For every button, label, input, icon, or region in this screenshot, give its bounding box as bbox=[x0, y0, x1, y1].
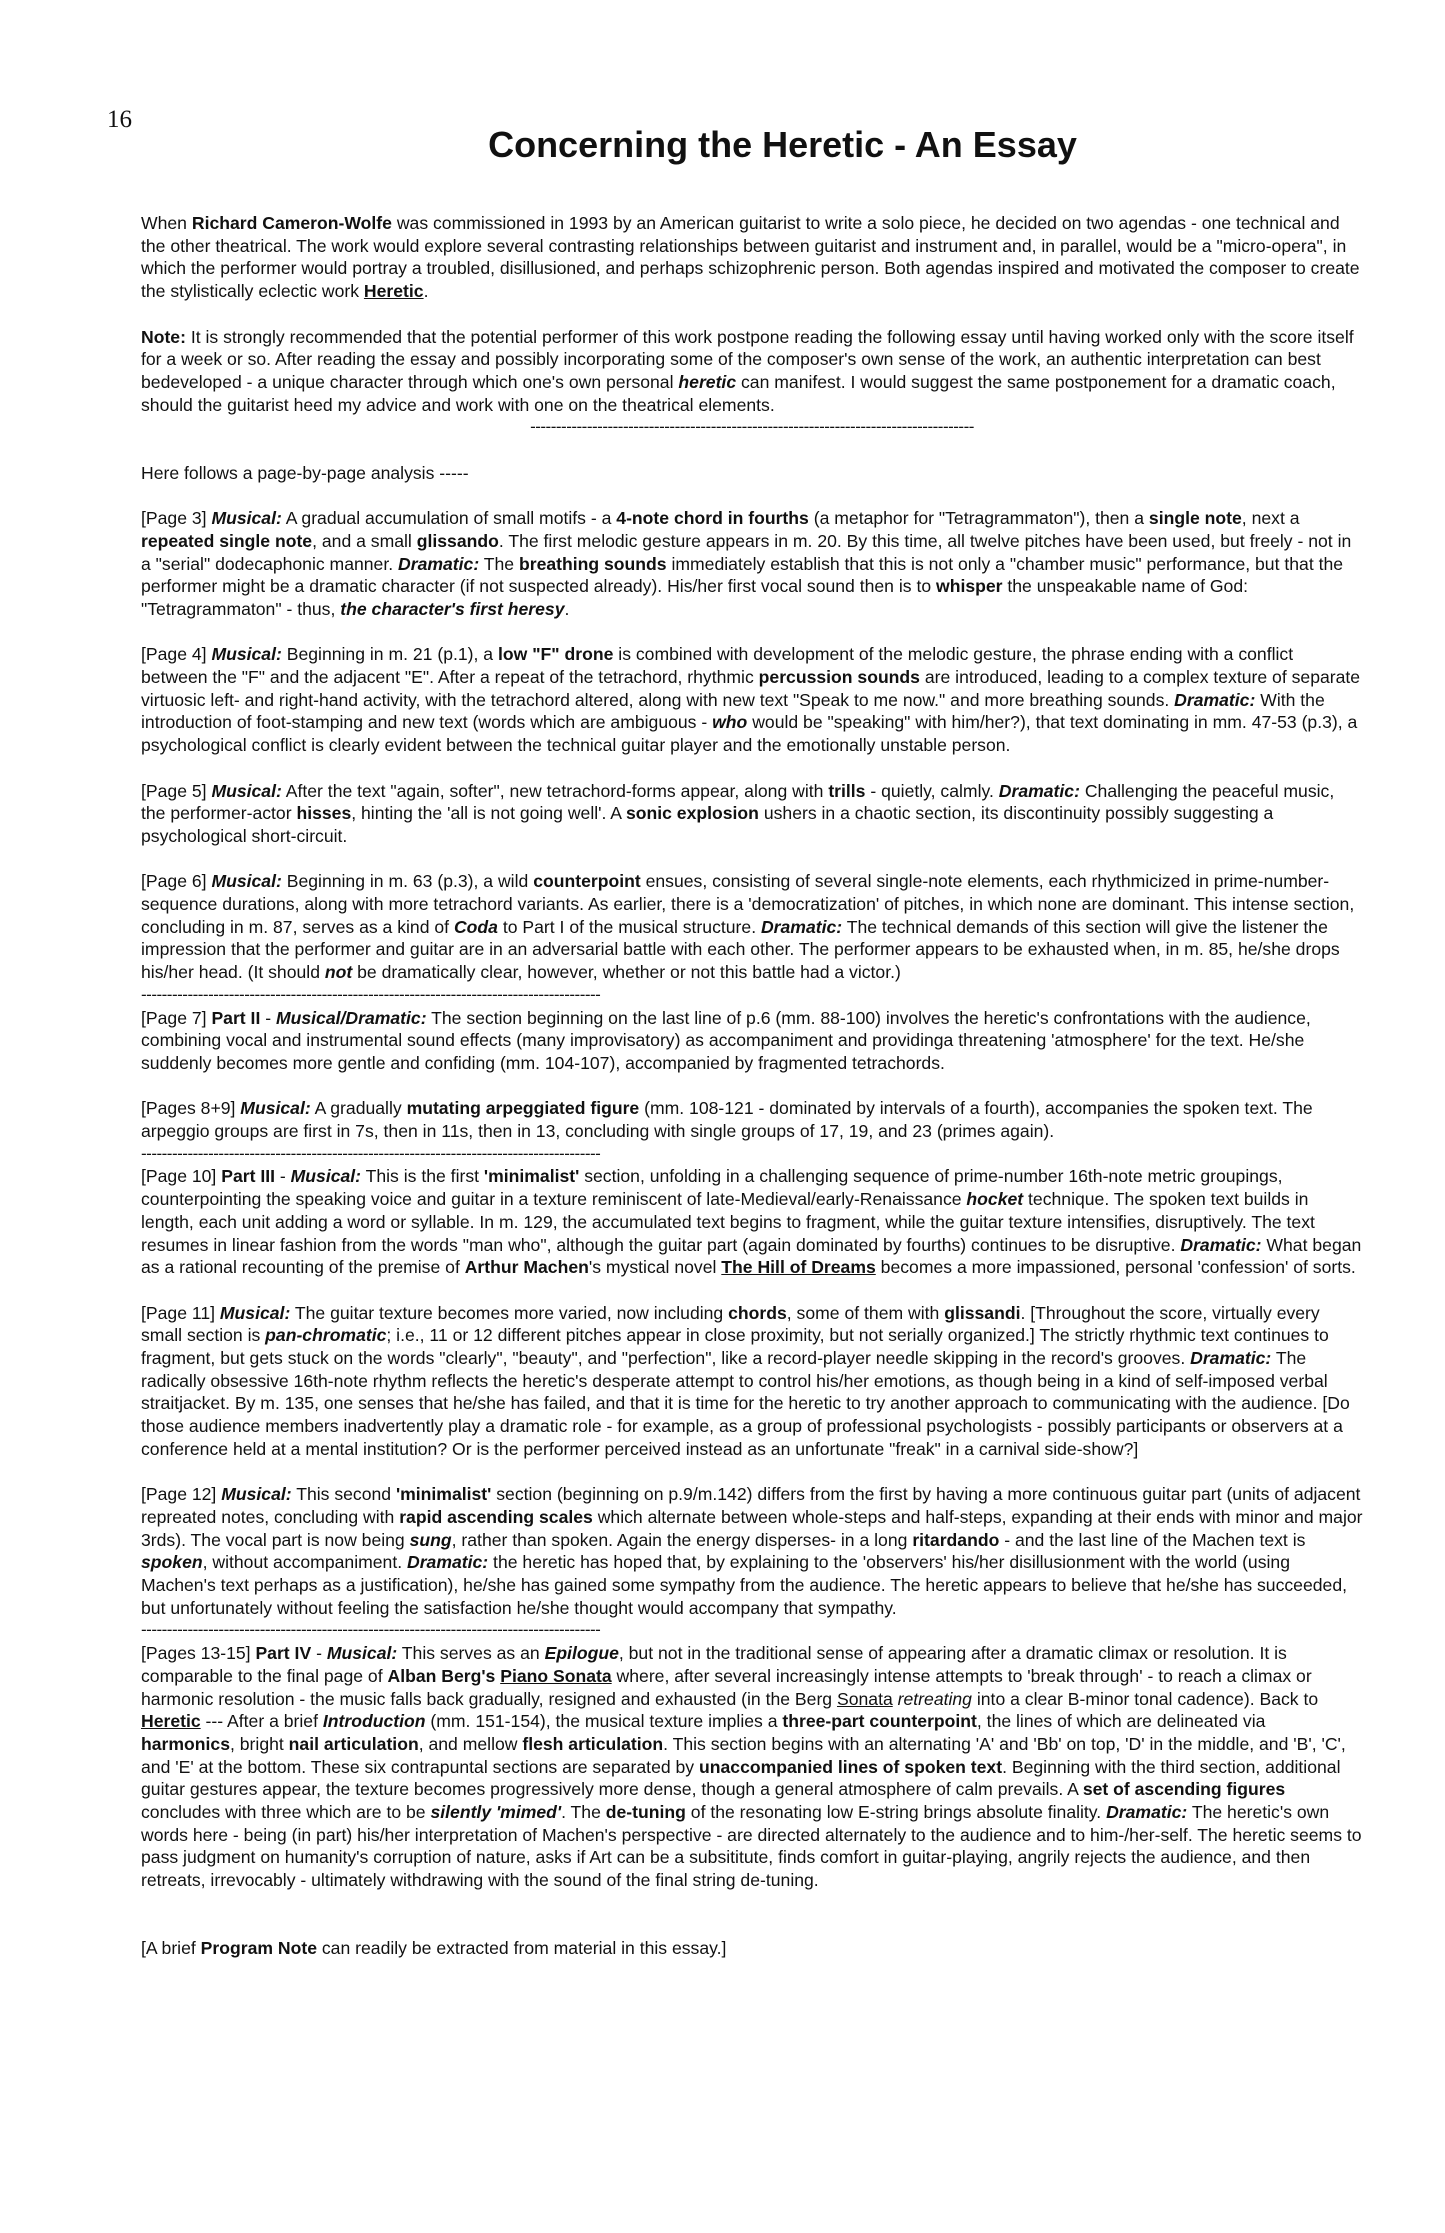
section-page-11: [Page 11] Musical: The guitar texture becomes more varied, now including chords, some of them with glissandi. [Throughout the score, virtually every small section is pan-chromatic; i.e., 11 or 12 different pitches appear in close proximity, but not serially organized.] The strictly rhythmic text continues to fragment, but gets stuck on the words "clearly", "beauty", and "perfection", like a record-player needle skipping in the record's grooves. Dramatic: The radically obsessive 16th-note rhythm reflects the heretic's desperate attempt to control his/her emotions, as though being in a kind of self-imposed verbal straitjacket. By m. 135, one senses that he/she has failed, and that it is time for the heretic to try another approach to communicating with the audience. [Do those audience members inadvertently play a dramatic role - for example, as a group of professional psychologists - possibly participants or observers at a conference held at a mental institution? Or is the performer perceived instead as an unfortunate "freak" in a carnival side-show?] bbox=[141, 1302, 1350, 1459]
section-page-12: [Page 12] Musical: This second 'minimalist' section (beginning on p.9/m.142) differs from the first by having a more continuous guitar part (units of adjacent repreated notes, concluding with rapid ascending scales which alternate between whole-steps and half-steps, expanding at their ends with minor and major 3rds). The vocal part is now being sung, rather than spoken. Again the energy disperses- in a long ritardando - and the last line of the Machen text is spoken, without accompaniment. Dramatic: the heretic has hoped that, by explaining to the 'observers' his/her disillusionment with the world (using Machen's text perhaps as a justification), he/she has gained some sympathy from the audience. The heretic appears to believe that he/she has succeeded, but unfortunately without feeling the satisfaction he/she thought would accompany that sympathy. bbox=[141, 1484, 1363, 1618]
separator: ----------------------------------------------------------------------------------------- bbox=[141, 984, 601, 1004]
program-note: [A brief Program Note can readily be extracted from material in this essay.] bbox=[141, 1937, 727, 1958]
work-title-heretic: Heretic bbox=[363, 281, 424, 302]
note-paragraph: Note: It is strongly recommended that the potential performer of this work postpone reading the following essay until having worked only with the score itself for a week or so. After reading the essay and possibly incorporating some of the composer's own sense of the work, an authentic interpretation can best bedeveloped - a unique character through which one's own personal heretic can manifest. I would suggest the same postponement for a dramatic coach, should the guitarist heed my advice and work with one on the theatrical elements. bbox=[141, 326, 1354, 415]
section-pages-13-15: [Pages 13-15] Part IV - Musical: This serves as an Epilogue, but not in the traditional sense of appearing after a dramatic climax or resolution. It is comparable to the final page of Alban Berg's Piano Sonata where, after several increasingly intense attempts to 'break through' - to reach a climax or harmonic resolution - the music falls back gradually, resigned and exhausted (in the Berg Sonata retreating into a clear B-minor tonal cadence). Back to Heretic --- After a brief Introduction (mm. 151-154), the musical texture implies a three-part counterpoint, the lines of which are delineated via harmonics, bright nail articulation, and mellow flesh articulation. This section begins with an alternating 'A' and 'Bb' on top, 'D' in the middle, and 'B', 'C', and 'E' at the bottom. These six contrapuntal sections are separated by unaccompanied lines of spoken text. Beginning with the third section, additional guitar gestures appear, the texture becomes progressively more dense, though a general atmosphere of calm prevails. A set of ascending figures concludes with three which are to be silently 'mimed'. The de-tuning of the resonating low E-string brings absolute finality. Dramatic: The heretic's own words here - being (in part) his/her interpretation of Machen's perspective - are directed alternately to the audience and to him-/her-self. The heretic seems to pass judgment on humanity's corruption of nature, asks if Art can be a subsititute, finds comfort in guitar-playing, angrily rejects the audience, and then retreats, irrevocably - ultimately withdrawing with the sound of the final string de-tuning. bbox=[141, 1643, 1362, 1891]
section-page-5: [Page 5] Musical: After the text "again, softer", new tetrachord-forms appear, along with trills - quietly, calmly. Dramatic: Challenging the peaceful music, the performer-actor hisses, hinting the 'all is not going well'. A sonic explosion ushers in a chaotic section, its discontinuity possibly suggesting a psychological short-circuit. bbox=[141, 780, 1335, 846]
section-page-3: [Page 3] Musical: A gradual accumulation of small motifs - a 4-note chord in fourths (a metaphor for "Tetragrammaton"), then a single note, next a repeated single note, and a small glissando. The first melodic gesture appears in m. 20. By this time, all twelve pitches have been used, but freely - not in a "serial" dodecaphonic manner. Dramatic: The breathing sounds immediately establish that this is not only a "chamber music" performance, but that the performer might be a dramatic character (if not suspected already). His/her first vocal sound then is to whisper the unspeakable name of God: "Tetragrammaton" - thus, the character's first heresy. bbox=[141, 508, 1352, 619]
section-pages-8-9: [Pages 8+9] Musical: A gradually mutating arpeggiated figure (mm. 108-121 - dominated by intervals of a fourth), accompanies the spoken text. The arpeggio groups are first in 7s, then in 11s, then in 13, concluding with single groups of 17, 19, and 23 (primes again). bbox=[141, 1098, 1313, 1142]
separator: -------------------------------------------------------------------------------------- bbox=[530, 417, 974, 437]
separator: ----------------------------------------------------------------------------------------- bbox=[141, 1620, 601, 1640]
page-number: 16 bbox=[107, 106, 132, 133]
analysis-intro: Here follows a page-by-page analysis ----- bbox=[141, 462, 469, 483]
section-page-6: [Page 6] Musical: Beginning in m. 63 (p.3), a wild counterpoint ensues, consisting of several single-note elements, each rhythmicized in prime-number-sequence durations, along with more tetrachord variants. As earlier, there is a 'democratization' of pitches, in which none are dominant. This intense section, concluding in m. 87, serves as a kind of Coda to Part I of the musical structure. Dramatic: The technical demands of this section will give the listener the impression that the performer and guitar are in an adversarial battle with each other. The performer appears to be exhausted when, in m. 85, he/she drops his/her head. (It should not be dramatically clear, however, whether or not this battle had a victor.) bbox=[141, 871, 1355, 983]
section-page-7: [Page 7] Part II - Musical/Dramatic: The section beginning on the last line of p.6 (mm. 88-100) involves the heretic's confrontations with the audience, combining vocal and instrumental sound effects (many improvisatory) as accompaniment and providinga threatening 'atmosphere' for the text. He/she suddenly becomes more gentle and confiding (mm. 104-107), accompanied by fragmented tetrachords. bbox=[141, 1007, 1311, 1073]
book-title-hill-of-dreams: The Hill of Dreams bbox=[721, 1257, 876, 1278]
section-page-10: [Page 10] Part III - Musical: This is the first 'minimalist' section, unfolding in a challenging sequence of prime-number 16th-note metric groupings, counterpointing the speaking voice and guitar in a texture reminiscent of late-Medieval/early-Renaissance hocket technique. The spoken text builds in length, each unit adding a word or syllable. In m. 129, the accumulated text begins to fragment, while the guitar texture intensifies, disruptively. The text resumes in linear fashion from the words "man who", although the guitar part (again dominated by fourths) continues to be disruptive. Dramatic: What began as a rational recounting of the premise of Arthur Machen's mystical novel The Hill of Dreams becomes a more impassioned, personal 'confession' of sorts. bbox=[141, 1166, 1362, 1278]
separator: ----------------------------------------------------------------------------------------- bbox=[141, 1143, 601, 1163]
intro-paragraph: When Richard Cameron-Wolfe was commissioned in 1993 by an American guitarist to write a solo piece, he decided on two agendas - one technical and the other theatrical. The work would explore several contrasting relationships between guitarist and instrument and, in parallel, would be a "micro-opera", in which the performer would portray a troubled, disillusioned, and perhaps schizophrenic person. Both agendas inspired and motivated the composer to create the stylistically eclectic work Heretic. bbox=[141, 213, 1360, 302]
essay-title: Concerning the Heretic - An Essay bbox=[488, 124, 1077, 165]
section-page-4: [Page 4] Musical: Beginning in m. 21 (p.1), a low "F" drone is combined with development of the melodic gesture, the phrase ending with a conflict between the "F" and the adjacent "E". After a repeat of the tetrachord, rhythmic percussion sounds are introduced, leading to a complex texture of separate virtuosic left- and right-hand activity, with the tetrachord altered, along with new text "Speak to me now." and more breathing sounds. Dramatic: With the introduction of foot-stamping and new text (words which are ambiguous - who would be "speaking" with him/her?), that text dominating in mm. 47-53 (p.3), a psychological conflict is clearly evident between the technical guitar player and the emotionally unstable person. bbox=[141, 644, 1361, 756]
essay-body bbox=[141, 212, 1363, 1982]
